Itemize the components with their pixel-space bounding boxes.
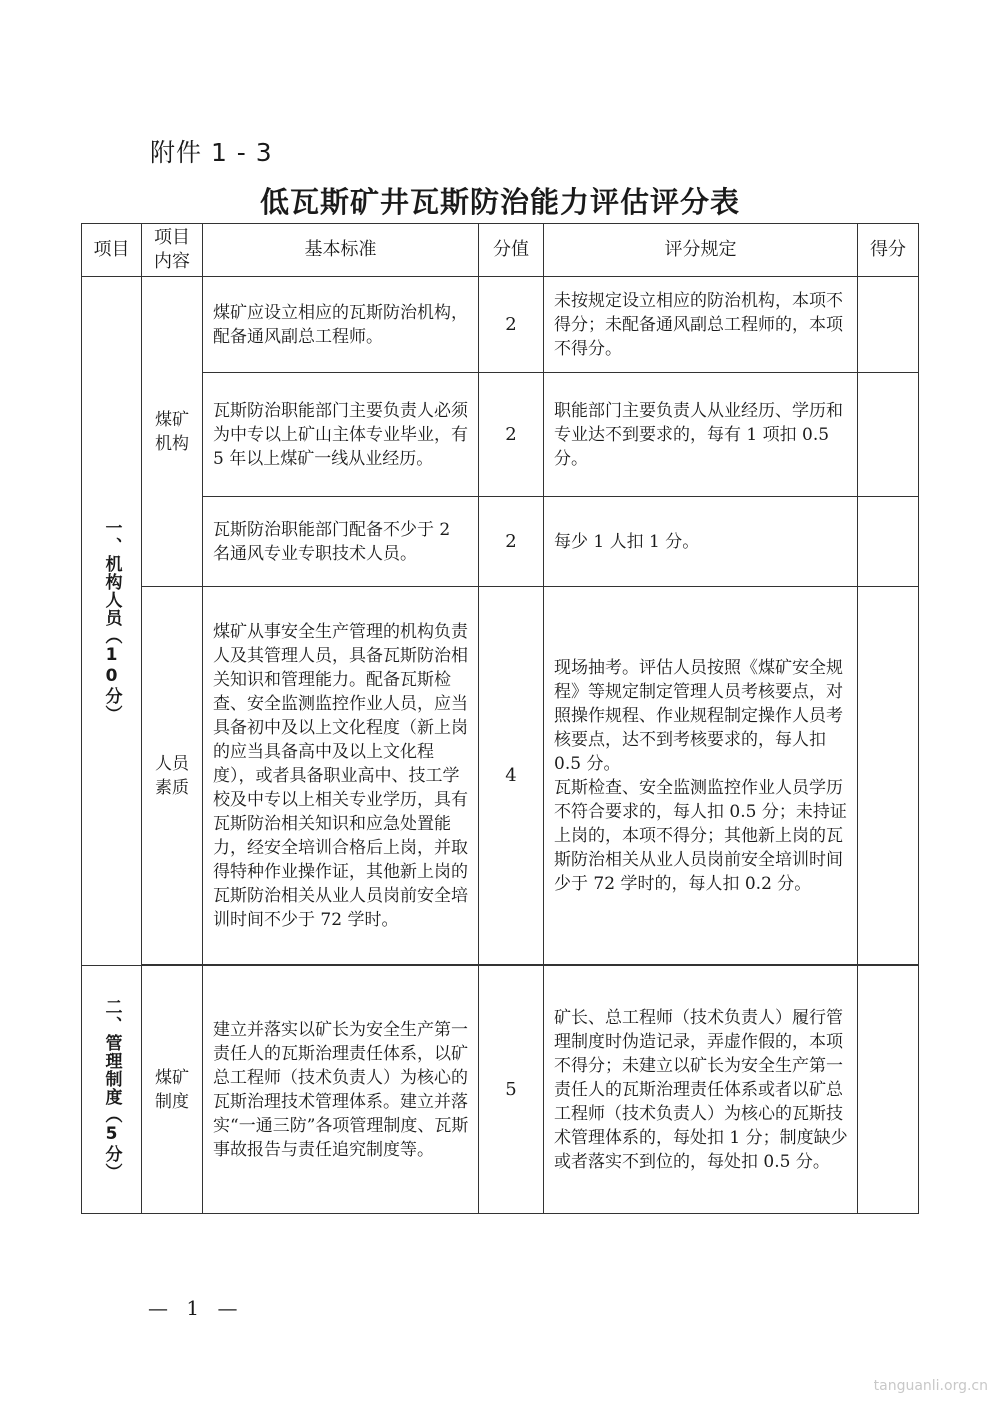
watermark: tanguanli.org.cn (873, 1378, 988, 1394)
score-cell (858, 277, 919, 373)
header-sub: 项目内容 (142, 224, 203, 277)
standard-cell: 瓦斯防治职能部门主要负责人必须为中专以上矿山主体专业毕业，有 5 年以上煤矿一线从业经历。 (203, 373, 479, 497)
value-cell: 2 (479, 277, 544, 373)
attachment-label: 附件 1 - 3 (150, 138, 273, 167)
sub-item-label: 人员素质 (142, 587, 203, 965)
score-cell (858, 373, 919, 497)
rule-text: 瓦斯检查、安全监测监控作业人员学历不符合要求的，每人扣 0.5 分；未持证上岗的，本项不得分；其他新上岗的瓦斯防治相关从业人员岗前安全培训时间少于 72 学时的，每人扣 0.2 分。 (554, 777, 847, 894)
rule-cell (544, 277, 858, 373)
value-cell: 5 (479, 966, 544, 1214)
section-item-cell (82, 966, 142, 1214)
table-row (82, 373, 919, 497)
score-cell (858, 966, 919, 1214)
table-row (82, 966, 919, 1214)
page-number: — 1 — (148, 1296, 244, 1320)
score-cell (858, 497, 919, 587)
standard-cell: 煤矿从事安全生产管理的机构负责人及其管理人员，具备瓦斯防治相关知识和管理能力。配备瓦斯检查、安全监测监控作业人员，应当具备初中及以上文化程度（新上岗的应当具备高中及以上文化程度），或者具备职业高中、技工学校及中专以上相关专业学历，具有瓦斯防治相关知识和应急处置能力，经安全培训合格后上岗，并取得特种作业操作证，其他新上岗的瓦斯防治相关从业人员岗前安全培训时间不少于 72 学时。 (203, 587, 479, 965)
header-item: 项目 (82, 224, 142, 277)
rule-text: 现场抽考。评估人员按照《煤矿安全规程》等规定制定管理人员考核要点，对照操作规程、作业规程制定操作人员考核要点，达不到考核要求的，每人扣 0.5 分。 (554, 657, 843, 774)
sub-item-label: 煤矿制度 (142, 966, 203, 1214)
rule-text: 矿长、总工程师（技术负责人）履行管理制度时伪造记录，弄虚作假的，本项不得分；未建立以矿长为安全生产第一责任人的瓦斯治理责任体系或者以矿总工程师（技术负责人）为核心的瓦斯技术管理体系的，每处扣 1 分；制度缺少或者落实不到位的，每处扣 0.5 分。 (554, 1007, 848, 1172)
table-header-row (82, 224, 919, 277)
standard-cell: 煤矿应设立相应的瓦斯防治机构，配备通风副总工程师。 (203, 277, 479, 373)
score-cell (858, 587, 919, 965)
document-title: 低瓦斯矿井瓦斯防治能力评估评分表 (259, 185, 740, 219)
standard-cell: 瓦斯防治职能部门配备不少于 2 名通风专业专职技术人员。 (203, 497, 479, 587)
rule-cell (544, 497, 858, 587)
rule-text: 未按规定设立相应的防治机构，本项不得分；未配备通风副总工程师的，本项不得分。 (554, 290, 843, 359)
scoring-table (81, 223, 919, 1214)
rule-cell (544, 966, 858, 1214)
table-row (82, 277, 919, 373)
standard-cell: 建立并落实以矿长为安全生产第一责任人的瓦斯治理责任体系，以矿总工程师（技术负责人）为核心的瓦斯治理技术管理体系。建立并落实“一通三防”各项管理制度、瓦斯事故报告与责任追究制度等。 (203, 966, 479, 1214)
section-item-cell (82, 277, 142, 966)
rule-cell (544, 373, 858, 497)
section-item-label: 一、机构人员（10分） (101, 519, 122, 723)
section-item-label: 二、管理制度（5分） (101, 998, 122, 1181)
header-value: 分值 (479, 224, 544, 277)
table-row (82, 497, 919, 587)
sub-item-label: 煤矿机构 (142, 277, 203, 587)
rule-text: 每少 1 人扣 1 分。 (554, 531, 700, 552)
value-cell: 2 (479, 497, 544, 587)
table-row (82, 587, 919, 965)
value-cell: 2 (479, 373, 544, 497)
header-rule: 评分规定 (544, 224, 858, 277)
value-cell: 4 (479, 587, 544, 965)
rule-text: 职能部门主要负责人从业经历、学历和专业达不到要求的，每有 1 项扣 0.5 分。 (554, 400, 843, 469)
rule-cell (544, 587, 858, 965)
header-standard: 基本标准 (203, 224, 479, 277)
header-score: 得分 (858, 224, 919, 277)
